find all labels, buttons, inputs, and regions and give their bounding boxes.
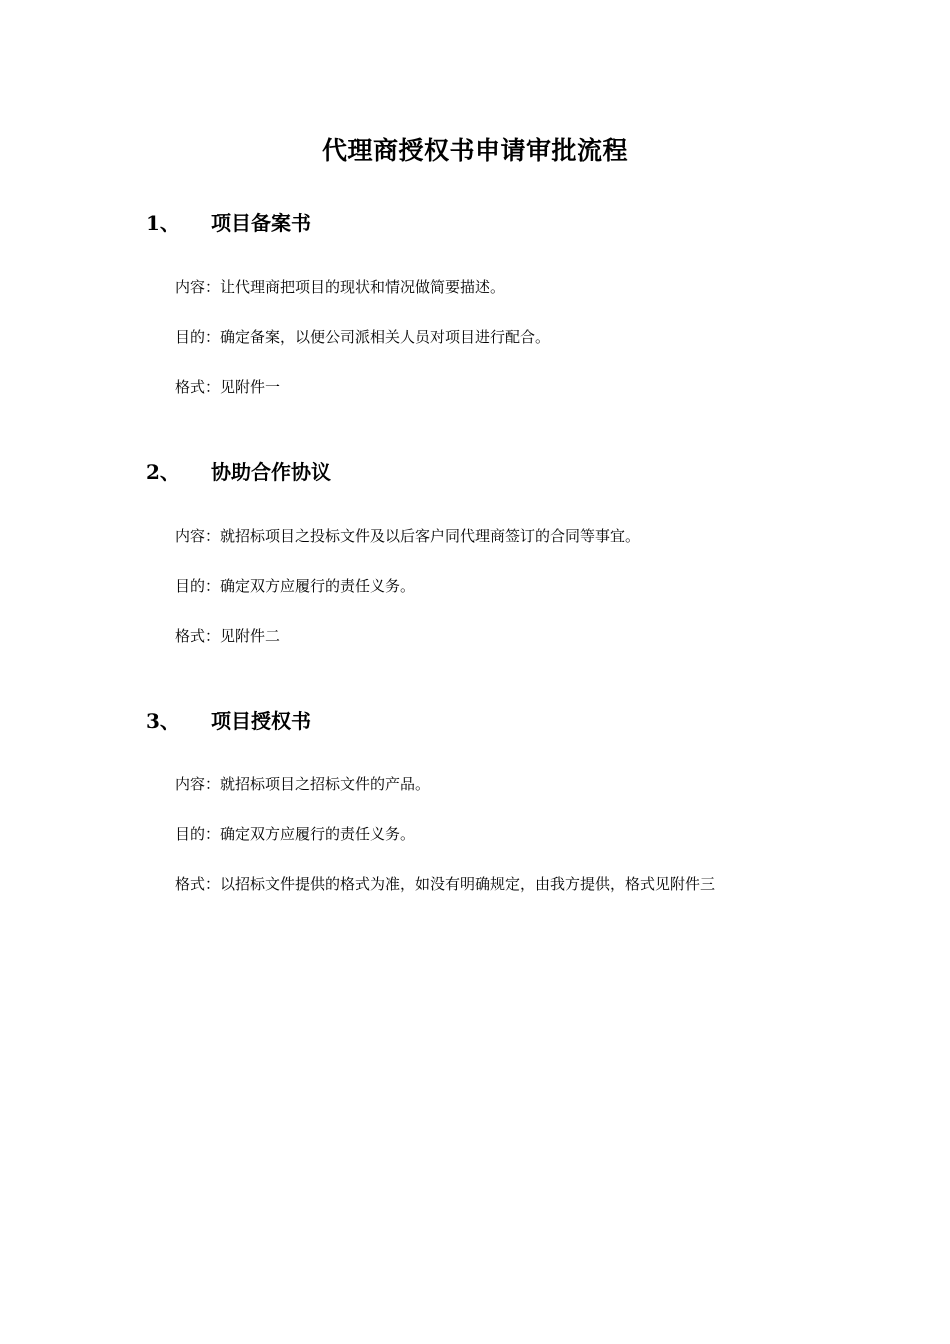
field-label: 目的： bbox=[175, 577, 221, 595]
section-number: 1、 bbox=[146, 211, 180, 235]
field-value: 见附件二 bbox=[220, 627, 281, 645]
field-value: 确定双方应履行的责任义务。 bbox=[220, 825, 416, 843]
field-purpose bbox=[175, 575, 415, 597]
field-value: 就招标项目之投标文件及以后客户同代理商签订的合同等事宜。 bbox=[220, 527, 641, 545]
field-purpose bbox=[175, 326, 550, 348]
section-number: 3、 bbox=[146, 709, 180, 733]
field-format bbox=[175, 873, 715, 895]
field-label: 内容： bbox=[175, 527, 221, 545]
field-content bbox=[175, 773, 430, 795]
field-format bbox=[175, 625, 280, 647]
field-content bbox=[175, 525, 640, 547]
field-label: 内容： bbox=[175, 278, 221, 296]
field-value: 确定备案，以便公司派相关人员对项目进行配合。 bbox=[220, 328, 551, 346]
field-label: 目的： bbox=[175, 825, 221, 843]
field-label: 目的： bbox=[175, 328, 221, 346]
section-heading bbox=[146, 208, 311, 238]
section-heading bbox=[146, 706, 311, 736]
field-format bbox=[175, 376, 280, 398]
field-value: 让代理商把项目的现状和情况做简要描述。 bbox=[220, 278, 506, 296]
section-heading bbox=[146, 457, 331, 487]
field-purpose bbox=[175, 823, 415, 845]
field-label: 内容： bbox=[175, 775, 221, 793]
field-label: 格式： bbox=[175, 875, 221, 893]
section-title: 项目备案书 bbox=[211, 211, 311, 235]
field-content bbox=[175, 276, 505, 298]
field-value: 见附件一 bbox=[220, 378, 281, 396]
field-value: 确定双方应履行的责任义务。 bbox=[220, 577, 416, 595]
field-value: 就招标项目之招标文件的产品。 bbox=[220, 775, 431, 793]
section-title: 项目授权书 bbox=[211, 709, 311, 733]
field-label: 格式： bbox=[175, 378, 221, 396]
section-title: 协助合作协议 bbox=[211, 460, 331, 484]
document-title: 代理商授权书申请审批流程 bbox=[321, 136, 628, 165]
field-value: 以招标文件提供的格式为准，如没有明确规定，由我方提供，格式见附件三 bbox=[220, 875, 716, 893]
field-label: 格式： bbox=[175, 627, 221, 645]
section-number: 2、 bbox=[146, 460, 180, 484]
